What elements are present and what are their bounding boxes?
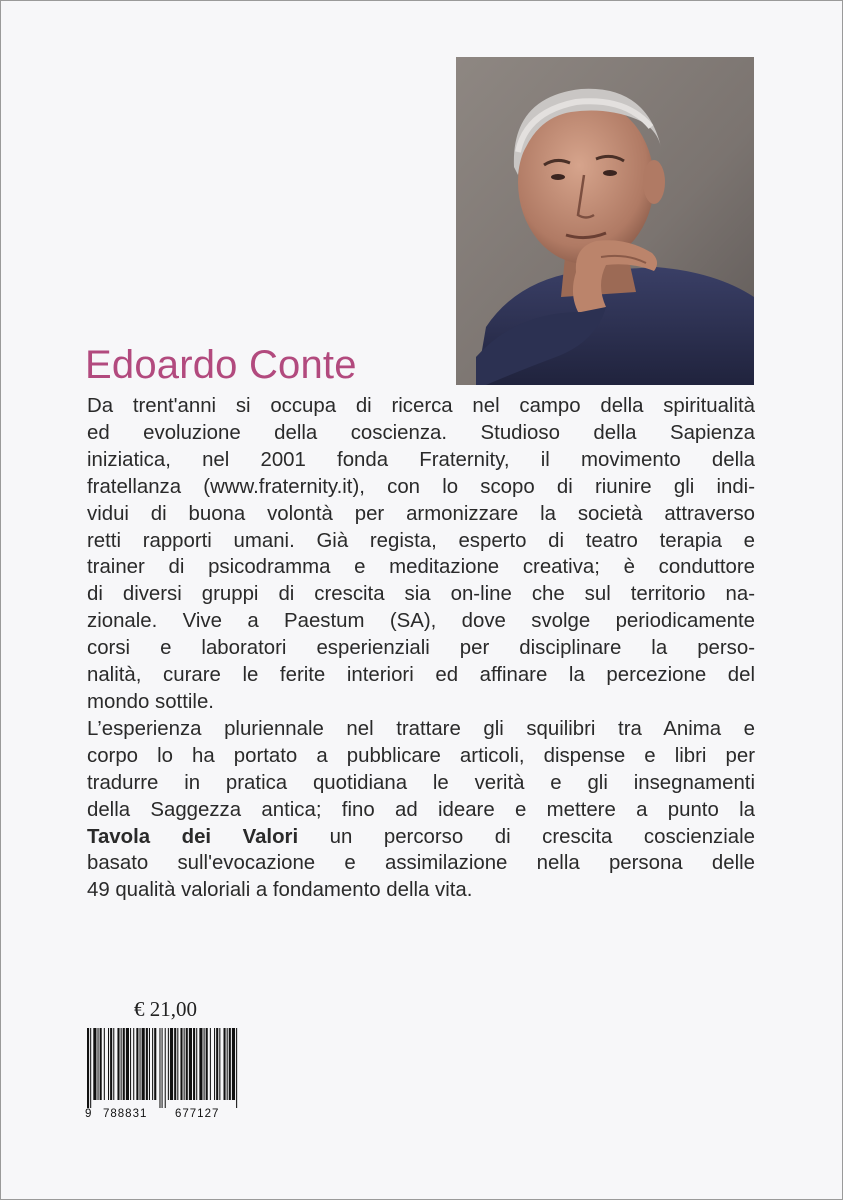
bio-line: 49 qualità valoriali a fondamento della vita. xyxy=(87,879,473,902)
barcode-bar xyxy=(130,1028,131,1100)
barcode-bar xyxy=(196,1028,197,1100)
barcode-bar xyxy=(216,1028,218,1100)
barcode-bar xyxy=(100,1028,102,1100)
barcode-bars xyxy=(85,1028,240,1108)
barcode-bar xyxy=(152,1028,153,1100)
barcode-bar xyxy=(227,1028,228,1100)
barcode-bar xyxy=(186,1028,188,1100)
barcode-bar xyxy=(174,1028,176,1100)
bio-line: della Saggezza antica; fino ad ideare e mettere a punto la xyxy=(87,798,755,821)
bio-line: corpo lo ha portato a pubblicare articoli, dispense e libri per xyxy=(87,744,755,767)
bio-line: retti rapporti umani. Già regista, esperto di teatro terapia e xyxy=(87,529,755,552)
price-label: € 21,00 xyxy=(134,997,197,1021)
bio-line: zionale. Vive a Paestum (SA), dove svolge periodicamente xyxy=(87,610,755,633)
author-name: Edoardo Conte xyxy=(85,343,357,387)
barcode-bar xyxy=(110,1028,112,1100)
barcode-bar xyxy=(184,1028,185,1100)
bio-line: Da trent'anni si occupa di ricerca nel campo della spiritualità xyxy=(87,395,755,417)
barcode-bar xyxy=(168,1028,169,1100)
isbn-group-2: 677127 xyxy=(175,1108,220,1120)
barcode-bar xyxy=(154,1028,156,1100)
bio-line: ed evoluzione della coscienza. Studioso della Sapienza xyxy=(87,421,755,444)
bio-line: mondo sottile. xyxy=(87,690,214,713)
barcode-bar xyxy=(146,1028,148,1100)
barcode-bar xyxy=(126,1028,129,1100)
barcode-bar xyxy=(193,1028,195,1100)
barcode-bar xyxy=(159,1028,160,1108)
isbn-prefix: 9 xyxy=(85,1108,93,1120)
bio-line-with-bold xyxy=(87,824,755,851)
barcode-bar xyxy=(113,1028,114,1100)
barcode-bar xyxy=(136,1028,138,1100)
barcode-bar xyxy=(210,1028,211,1100)
barcode-bar xyxy=(219,1028,220,1100)
barcode-bar xyxy=(199,1028,202,1100)
barcode-bar xyxy=(104,1028,105,1100)
barcode-bar xyxy=(214,1028,215,1100)
barcode-bar xyxy=(108,1028,109,1100)
barcode-bar xyxy=(180,1028,182,1100)
bio-line: fratellanza (www.fraternity.it), con lo scopo di riunire gli indi- xyxy=(87,475,755,498)
barcode-bar xyxy=(133,1028,134,1100)
bio-line: vidui di buona volontà per armonizzare la società attraverso xyxy=(87,502,755,525)
barcode-bar xyxy=(142,1028,145,1100)
barcode-bar xyxy=(232,1028,235,1100)
barcode-bar xyxy=(123,1028,125,1100)
barcode-bar xyxy=(90,1028,91,1108)
barcode-bar xyxy=(170,1028,173,1100)
barcode-bar xyxy=(189,1028,192,1100)
barcode-bar xyxy=(165,1028,166,1108)
author-biography xyxy=(87,393,755,904)
barcode-bar xyxy=(229,1028,231,1100)
barcode-bar xyxy=(87,1028,89,1108)
bio-line: di diversi gruppi di crescita sia on-line che sul territorio na- xyxy=(87,583,755,606)
barcode-bar xyxy=(224,1028,226,1100)
bio-line: tradurre in pratica quotidiana le verità e gli insegnamenti xyxy=(87,771,755,794)
barcode-bar xyxy=(177,1028,178,1100)
barcode-bar xyxy=(140,1028,141,1100)
bio-line-rest: un percorso di crescita coscienziale xyxy=(329,825,755,848)
barcode-bar xyxy=(204,1028,205,1100)
barcode-bar xyxy=(162,1028,163,1108)
bio-line: iniziatica, nel 2001 fonda Fraternity, il movimento della xyxy=(87,448,755,471)
bio-line: corsi e laboratori esperienziali per disciplinare la perso- xyxy=(87,637,755,660)
barcode-bar xyxy=(98,1028,99,1100)
barcode-bar xyxy=(93,1028,96,1100)
bold-term: Tavola dei Valori xyxy=(87,825,299,848)
bio-line: L’esperienza pluriennale nel trattare gli squilibri tra Anima e xyxy=(87,717,755,740)
barcode-bar xyxy=(149,1028,150,1100)
bio-line: basato sull'evocazione e assimilazione nella persona delle xyxy=(87,852,755,875)
author-portrait-image xyxy=(456,57,754,385)
isbn-group-1: 788831 xyxy=(103,1108,148,1120)
barcode-bar xyxy=(121,1028,122,1100)
bio-line: nalità, curare le ferite interiori ed affinare la percezione del xyxy=(87,664,755,687)
barcode-bar xyxy=(236,1028,237,1108)
barcode xyxy=(85,1028,240,1108)
barcode-bar xyxy=(117,1028,119,1100)
barcode-bar xyxy=(206,1028,208,1100)
author-photo xyxy=(456,57,754,385)
bio-line: trainer di psicodramma e meditazione creativa; è conduttore xyxy=(87,556,755,579)
